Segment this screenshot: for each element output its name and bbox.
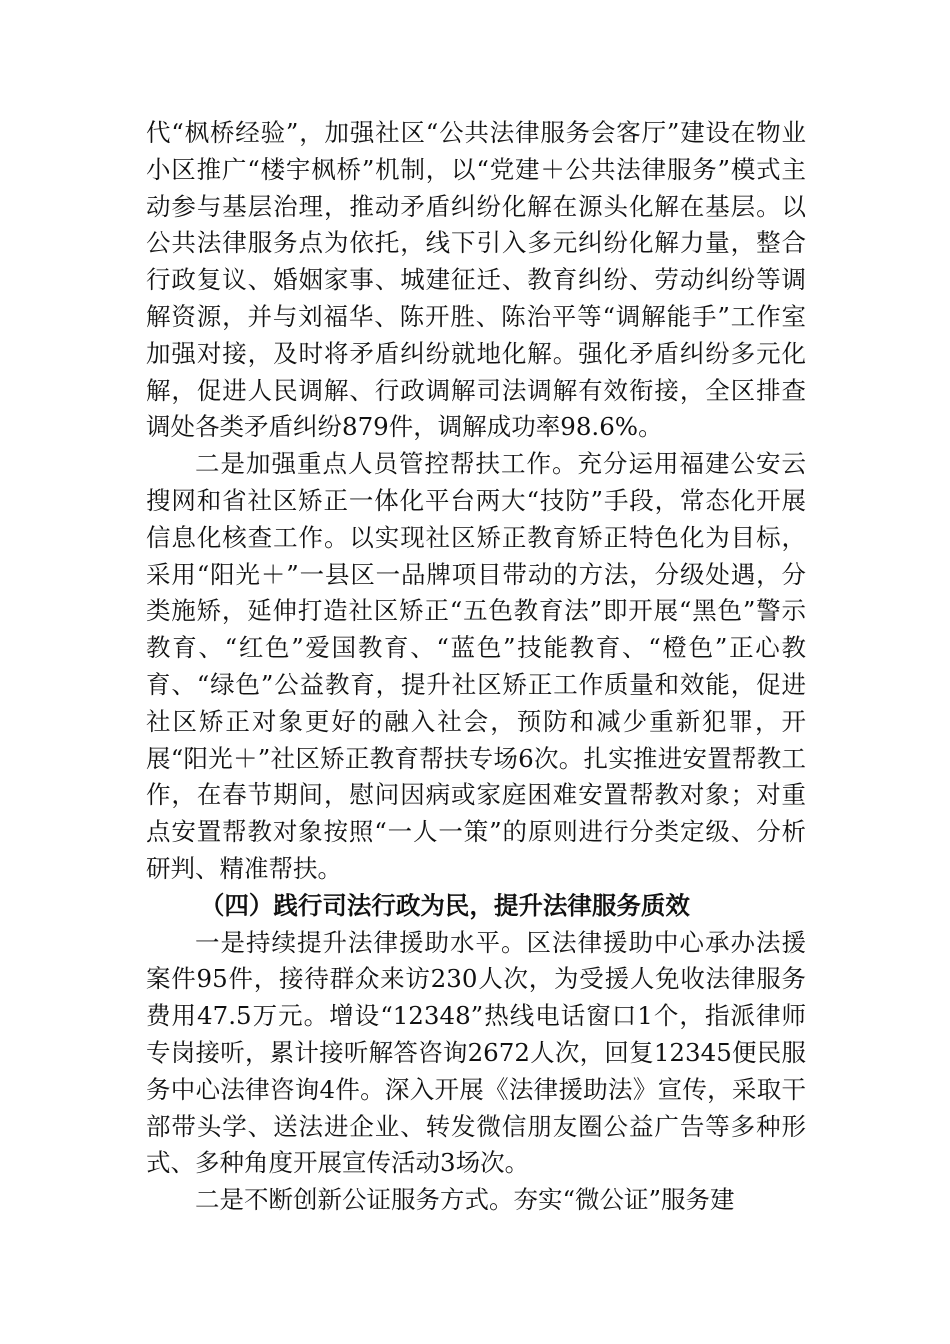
paragraph-notary-service: 二是不断创新公证服务方式。夯实“微公证”服务建 <box>195 1185 735 1215</box>
paragraph-key-personnel-support: 二是加强重点人员管控帮扶工作。充分运用福建公安云搜网和省社区矫正一体化平台两大“技防”手段，常态化开展信息化核查工作。以实现社区矫正教育矫正特色化为目标，采用“阳光＋”一县区一品牌项目带动的方法，分级处遇，分类施矫，延伸打造社区矫正“五色教育法”即开展“黑色”警示教育、“红色”爱国教育、“蓝色”技能教育、“橙色”正心教育、“绿色”公益教育，提升社区矫正工作质量和效能，促进社区矫正对象更好的融入社会，预防和减少重新犯罪，开展“阳光＋”社区矫正教育帮扶专场6次。扎实推进安置帮教工作，在春节期间，慰问因病或家庭困难安置帮教对象；对重点安置帮教对象按照“一人一策”的原则进行分类定级、分析研判、精准帮扶。 <box>146 449 806 883</box>
document-page <box>146 115 806 1219</box>
section-heading-4: （四）践行司法行政为民，提升法律服务质效 <box>199 890 690 920</box>
paragraph-continuation: 代“枫桥经验”，加强社区“公共法律服务会客厅”建设在物业小区推广“楼宇枫桥”机制，以“党建＋公共法律服务”模式主动参与基层治理，推动矛盾纠纷化解在源头化解在基层。以公共法律服务点为依托，线下引入多元纠纷化解力量，整合行政复议、婚姻家事、城建征迁、教育纠纷、劳动纠纷等调解资源，并与刘福华、陈开胜、陈治平等“调解能手”工作室加强对接，及时将矛盾纠纷就地化解。强化矛盾纠纷多元化解，促进人民调解、行政调解司法调解有效衔接，全区排查调处各类矛盾纠纷879件，调解成功率98.6%。 <box>146 118 806 442</box>
paragraph-legal-aid: 一是持续提升法律援助水平。区法律援助中心承办法援案件95件，接待群众来访230人次，为受援人免收法律服务费用47.5万元。增设“12348”热线电话窗口1个，指派律师专岗接听，累计接听解答咨询2672人次，回复12345便民服务中心法律咨询4件。深入开展《法律援助法》宣传，采取干部带头学、送法进企业、转发微信朋友圈公益广告等多种形式、多种角度开展宣传活动3场次。 <box>146 927 806 1178</box>
